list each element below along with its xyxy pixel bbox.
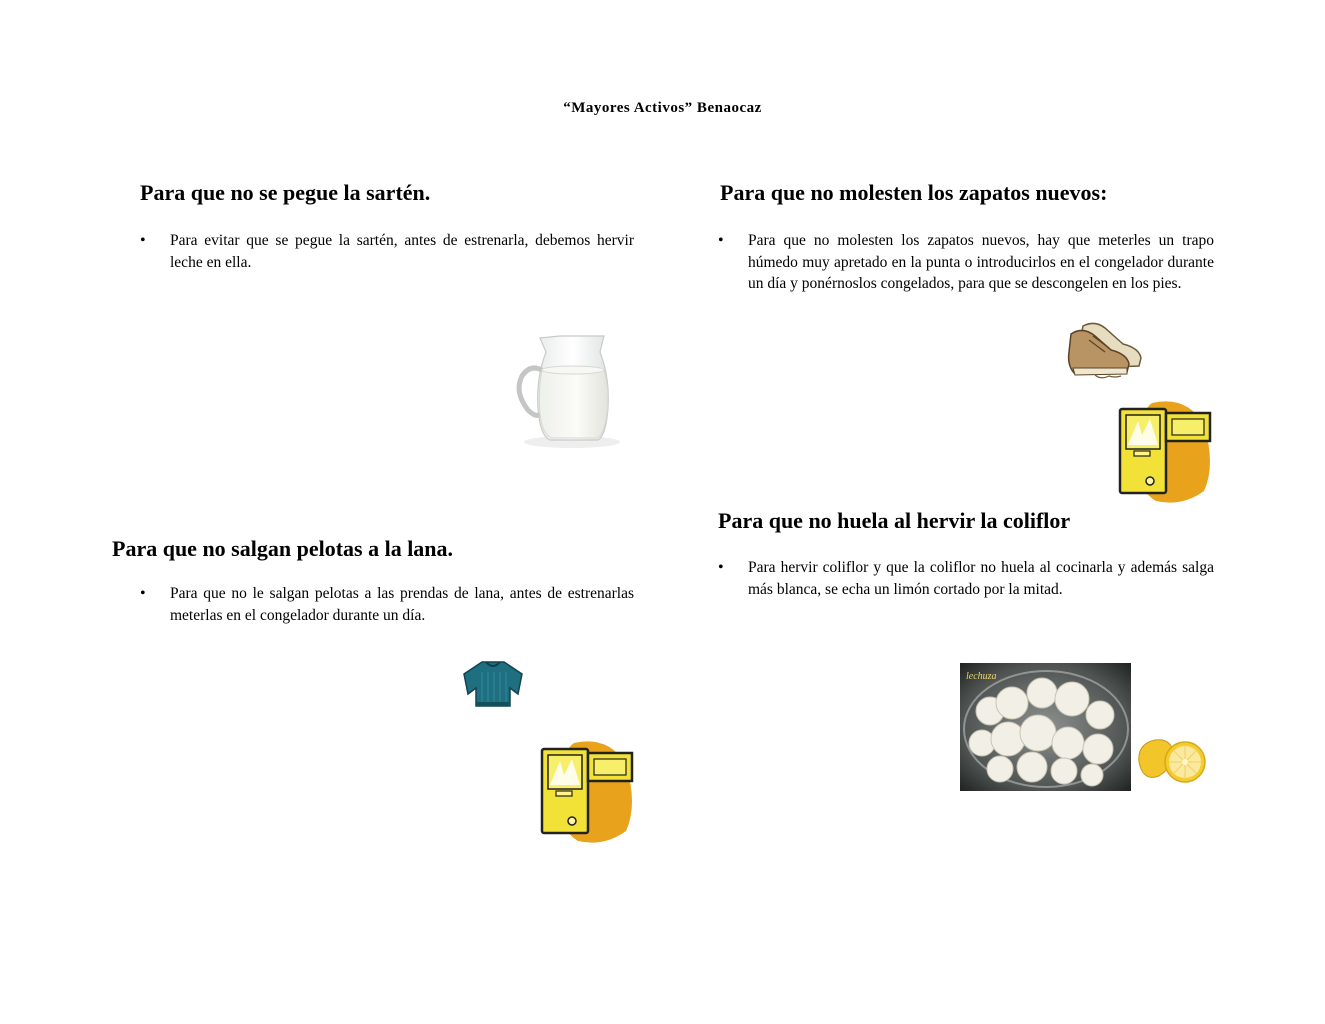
- bullet-text: Para que no molesten los zapatos nuevos, hay que meterles un trapo húmedo muy apretado en la punta o introducirlos en el congelador durante un día y ponérnoslos congelados, para que se descongelen en los pies.: [748, 232, 1214, 292]
- freezer-icon: [534, 735, 639, 845]
- bullet-lana: [138, 583, 634, 626]
- heading-coliflor: Para que no huela al hervir la coliflor: [718, 508, 1071, 533]
- milk-jug-icon: [500, 318, 635, 453]
- heading-sarten: Para que no se pegue la sartén.: [140, 180, 431, 205]
- bullet-dot: •: [718, 559, 724, 576]
- photo-watermark: lechuza: [966, 671, 997, 682]
- sweater-icon: [460, 658, 526, 710]
- bullet-zapatos: [716, 230, 1214, 295]
- bullet-dot: •: [140, 585, 146, 602]
- bullet-dot: •: [718, 232, 724, 249]
- bullet-dot: •: [140, 232, 146, 249]
- cauliflower-photo: [960, 663, 1131, 791]
- bullet-coliflor: [716, 557, 1214, 600]
- page-header: “Mayores Activos” Benaocaz: [563, 100, 762, 116]
- shoes-icon: [1065, 318, 1145, 378]
- bullet-text: Para evitar que se pegue la sartén, antes de estrenarla, debemos hervir leche en ella.: [170, 232, 634, 271]
- lemon-icon: [1133, 732, 1209, 788]
- heading-lana: Para que no salgan pelotas a la lana.: [112, 536, 454, 561]
- heading-zapatos: Para que no molesten los zapatos nuevos:: [720, 180, 1108, 205]
- bullet-text: Para que no le salgan pelotas a las prendas de lana, antes de estrenarlas meterlas en el congelador durante un día.: [170, 585, 634, 624]
- bullet-sarten: [138, 230, 634, 273]
- bullet-text: Para hervir coliflor y que la coliflor no huela al cocinarla y además salga más blanca, se echa un limón cortado por la mitad.: [748, 559, 1214, 598]
- freezer-icon: [1112, 395, 1217, 505]
